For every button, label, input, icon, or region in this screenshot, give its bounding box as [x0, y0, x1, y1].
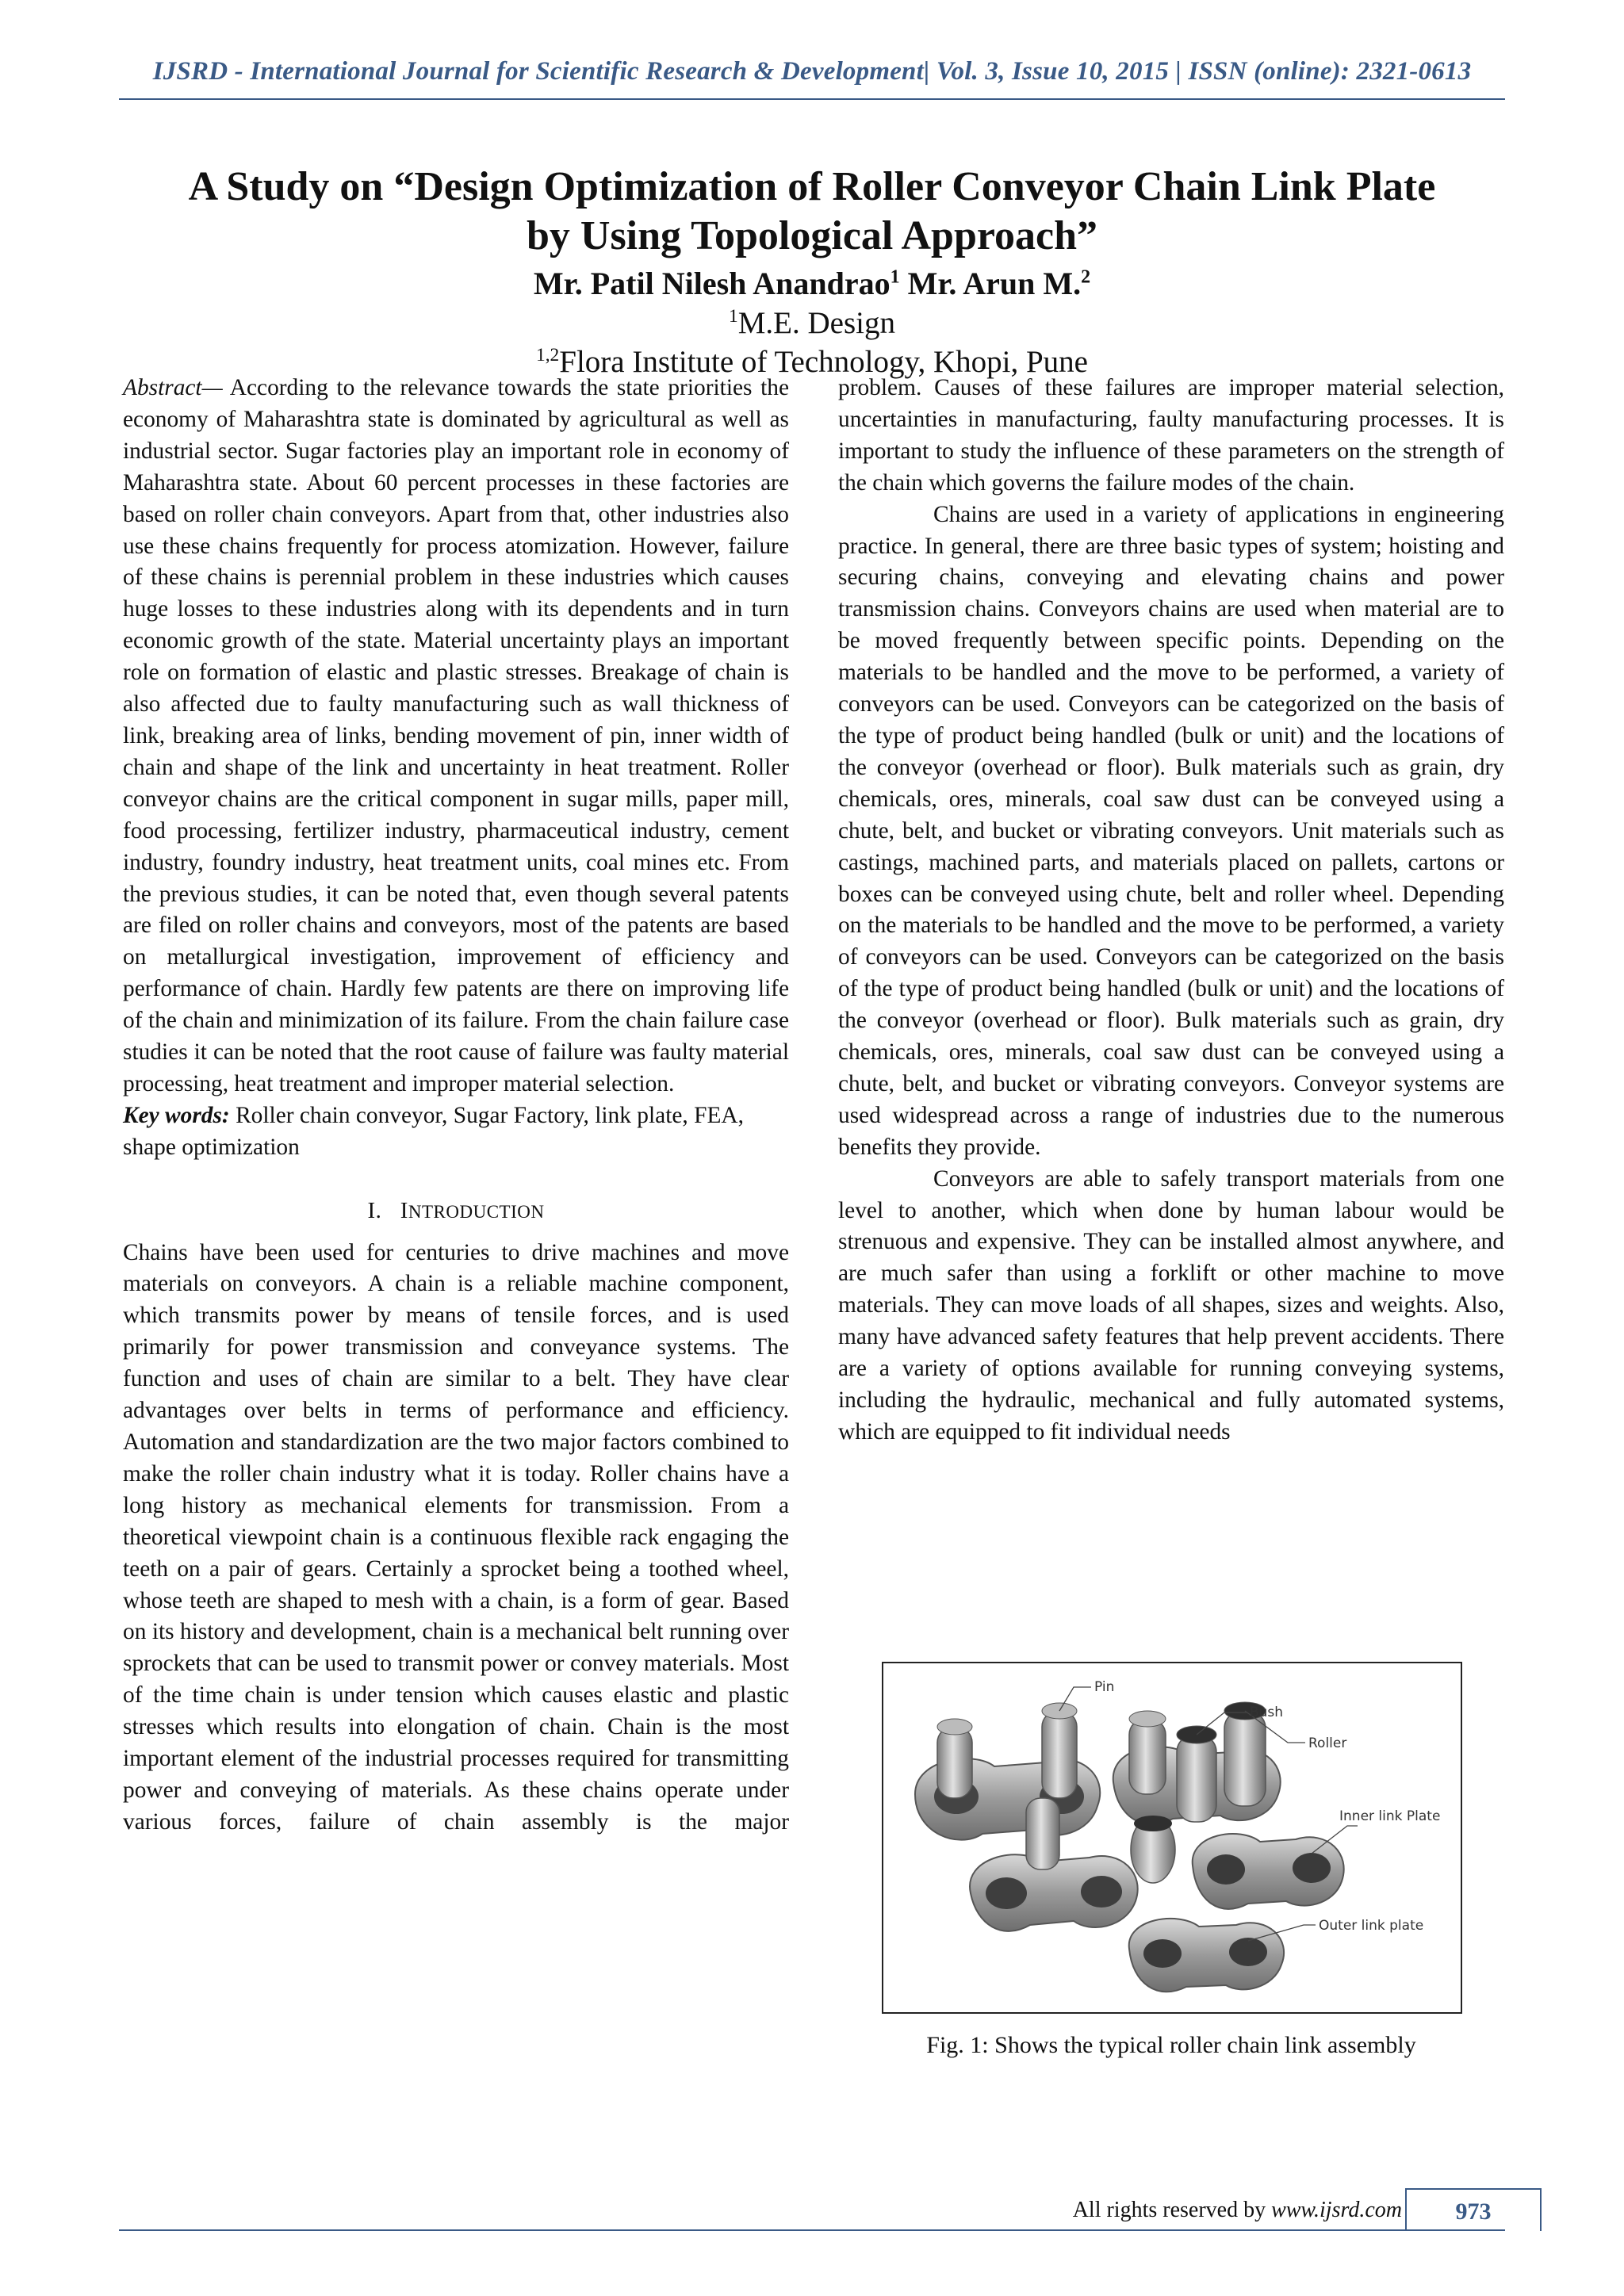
title-line-1: A Study on “Design Optimization of Roller Conveyor Chain Link Plate: [188, 164, 1436, 209]
abstract: [123, 373, 789, 1100]
keywords: [123, 1100, 789, 1164]
footer-rights: [952, 2198, 1402, 2223]
paper-title: [119, 163, 1505, 261]
label-outer-link-plate: Outer link plate: [1319, 1918, 1424, 1934]
header-rule: [119, 98, 1505, 100]
affiliation-1-text: M.E. Design: [737, 306, 895, 340]
footer-rule: [119, 2229, 1505, 2231]
outer-link-plate: [1129, 1919, 1284, 1992]
section-numeral: I.: [367, 1197, 382, 1223]
figure-caption: Fig. 1: Shows the typical roller chain link assembly: [926, 2032, 1416, 2058]
figure-roller-chain: [882, 1662, 1462, 2014]
abstract-label: Abstract—: [123, 375, 223, 400]
section-heading: [123, 1196, 789, 1228]
author-1-sup: 1: [890, 266, 900, 288]
section-title-rest: NTRODUCTION: [408, 1201, 545, 1222]
label-inner-link-plate: Inner link Plate: [1339, 1808, 1441, 1824]
inner-link-plate: [1193, 1834, 1344, 1909]
affiliation-2-text: Flora Institute of Technology, Khopi, Pune: [559, 345, 1088, 379]
affiliation-1: [119, 304, 1505, 342]
author-2: Mr. Arun M.: [907, 266, 1082, 301]
affiliation-1-sup: 1: [729, 306, 738, 327]
left-outer-link: [915, 1703, 1100, 1840]
intro-paragraph-2: Chains are used in a variety of applications in engineering practice. In general, there are three basic types of system; hoisting and securing chains, conveying and elevating chains and power transmission chains. Conveyors chains are used when material are to be moved frequently between specific points. Depending on the materials to be handled and the move to be performed, a variety of conveyors can be used. Conveyors can be categorized on the basis of the type of product being handled (bulk or unit) and the locations of the conveyor (overhead or floor). Bulk materials such as grain, dry chemicals, ores, minerals, coal saw dust can be conveyed using a chute, belt, and bucket or vibrating conveyors. Unit materials such as castings, machined parts, and materials placed on pallets, cartons or boxes can be conveyed using chute, belt and roller wheel. Depending on the materials to be handled and the move to be performed, a variety of conveyors can be used. Conveyors can be categorized on the basis of the type of product being handled (bulk or unit) and the locations of the conveyor (overhead or floor). Bulk materials such as grain, dry chemicals, ores, minerals, coal saw dust can be conveyed using a chute, belt, and bucket or vibrating conveyors. Conveyor systems are used widespread across a range of industries due to the numerous benefits they provide.: [838, 501, 1504, 1160]
label-roller: Roller: [1308, 1735, 1347, 1751]
affiliation-2-sup: 1,2: [536, 345, 560, 365]
right-column: [838, 373, 1504, 1448]
roller-chain-illustration: [883, 1663, 1461, 2012]
title-block: [119, 163, 1505, 381]
label-pin: Pin: [1094, 1679, 1115, 1695]
title-line-2: by Using Topological Approach”: [526, 213, 1098, 258]
intro-paragraph-1: Chains have been used for centuries to drive machines and move materials on conveyors. A chain is a reliable machine component, which transmits power by means of tensile forces, and is used primarily for power transmission and conveyance systems. The function and uses of chain are similar to a belt. They have clear advantages over belts in terms of performance and efficiency. Automation and standardization are the two major factors combined to make the roller chain industry what it is today. Roller chains have a long history as mechanical elements for transmission. From a theoretical viewpoint chain is a continuous flexible rack engaging the teeth on a pair of gears. Certainly a sprocket being a toothed wheel, whose teeth are shaped to mesh with a chain, is a form of gear. Based on its history and development, chain is a mechanical belt running over sprockets that can be used to transmit power or convey materials. Most of the time chain is under tension which causes elastic and plastic stresses which results into elongation of chain. Chain is the most important element of the industrial processes required for transmitting power and conveying of materials. As these chains operate under various forces, failure of chain assembly is the major: [123, 1239, 789, 1835]
left-column: [123, 373, 789, 1839]
footer-site-link[interactable]: www.ijsrd.com: [1271, 2198, 1402, 2222]
abstract-text: According to the relevance towards the state priorities the economy of Maharashtra state is dominated by agricultural as well as industrial sector. Sugar factories play an important role in economy of Maharashtra state. About 60 percent processes in these factories are based on roller chain conveyors. Apart from that, other industries also use these chains frequently for process atomization. However, failure of these chains is perennial problem in these industries which causes huge losses to these industries along with its dependents and in turn economic growth of the state. Material uncertainty plays an important role on formation of elastic and plastic stresses. Breakage of chain is also affected due to faulty manufacturing such as wall thickness of link, breaking area of links, bending movement of pin, inner width of chain and shape of the link and uncertainty in heat treatment. Roller conveyor chains are the critical component in sugar mills, paper mill, food processing, fertilizer industry, pharmaceutical industry, cement industry, foundry industry, heat treatment units, coal mines etc. From the previous studies, it can be noted that, even though several patents are filed on roller chains and conveyors, most of the patents are based on metallurgical investigation, improvement of efficiency and performance of chain. Hardly few patents are there on improving life of the chain and minimization of its failure. From the chain failure case studies it can be noted that the root cause of failure was faulty material processing, heat treatment and improper material selection.: [123, 375, 789, 1096]
journal-header: IJSRD - International Journal for Scientific Research & Development| Vol. 3, Issue 10, 2015 | ISSN (online): 2321-0613: [152, 57, 1472, 86]
page-number: 973: [1405, 2188, 1542, 2231]
label-bush: Bush: [1250, 1705, 1284, 1720]
authors: [119, 264, 1505, 304]
keywords-text: Roller chain conveyor, Sugar Factory, link plate, FEA, shape optimization: [123, 1102, 744, 1160]
author-2-sup: 2: [1081, 266, 1091, 288]
footer-rights-text: All rights reserved by: [1072, 2198, 1272, 2222]
intro-paragraph-1-continued: problem. Causes of these failures are improper material selection, uncertainties in manufacturing, faulty manufacturing processes. It is important to study the influence of these parameters on the strength of the chain which governs the failure modes of the chain.: [838, 375, 1504, 496]
keywords-label: Key words:: [123, 1102, 230, 1128]
author-1: Mr. Patil Nilesh Anandrao: [533, 266, 891, 301]
intro-paragraph-3: Conveyors are able to safely transport materials from one level to another, which when done by human labour would be strenuous and expensive. They can be installed almost anywhere, and are much safer than using a forklift or other machine to move materials. They can move loads of all shapes, sizes and weights. Also, many have advanced safety features that help prevent accidents. There are a variety of options available for running conveying systems, including the hydraulic, mechanical and fully automated systems, which are equipped to fit individual needs: [838, 1165, 1504, 1445]
section-title-initial: I: [400, 1197, 408, 1223]
